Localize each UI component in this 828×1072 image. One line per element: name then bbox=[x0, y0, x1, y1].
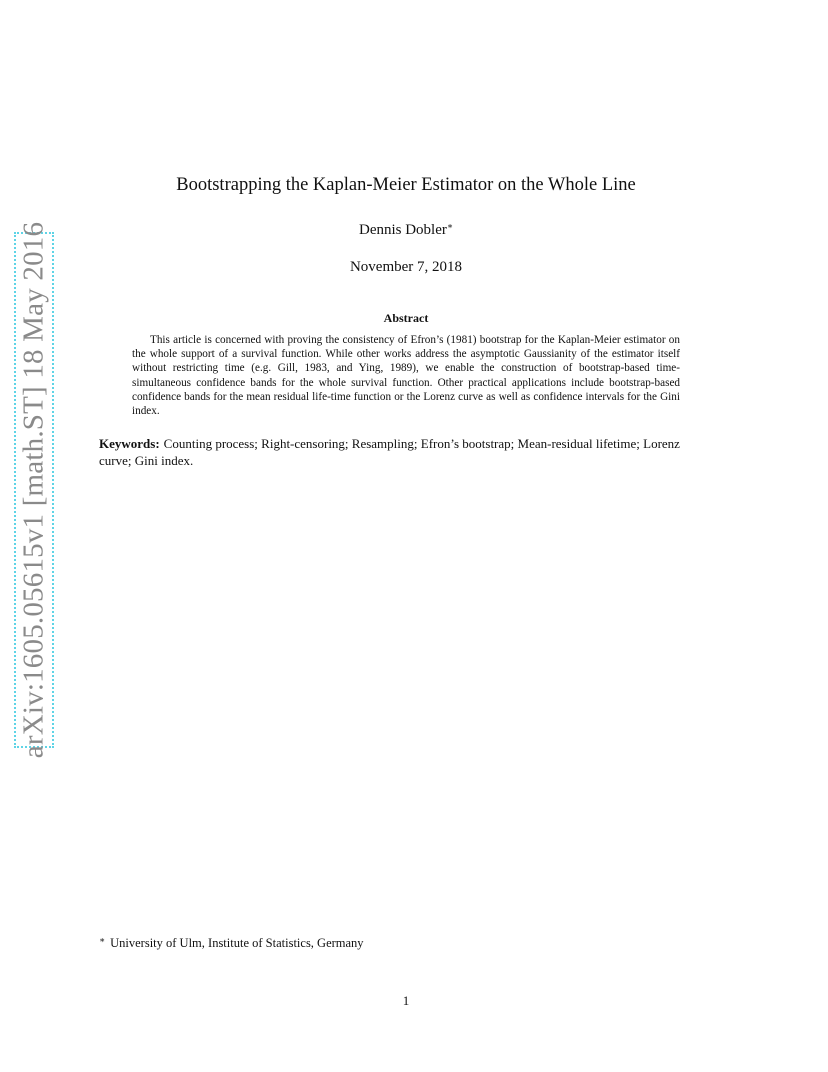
keywords-paragraph bbox=[99, 436, 715, 469]
author-name: Dennis Dobler bbox=[358, 222, 447, 238]
arxiv-identifier: arXiv:1605.05615v1 [math.ST] 18 May 2016 bbox=[17, 221, 50, 759]
arxiv-stamp bbox=[14, 221, 54, 759]
author-footnote-mark: ∗ bbox=[446, 221, 454, 231]
page-number: 1 bbox=[402, 993, 410, 1008]
paper-title: Bootstrapping the Kaplan-Meier Estimator on the Whole Line bbox=[176, 175, 636, 195]
paper-date: November 7, 2018 bbox=[349, 259, 463, 275]
abstract-text: This article is concerned with proving the consistency of Efron’s (1981) bootstrap for the Kaplan-Meier estimator on the whole support of a survival function. While other works address the asymptotic Gaussianity of the estimator itself without restricting time (e.g. Gill, 1983, and Ying, 1989), we enable the construction of bootstrap-based time-simultaneous confidence bands for the whole survival function. Other practical applications include bootstrap-based confidence bands for the mean residual life-time function or the Lorenz curve as well as confidence intervals for the Gini index. bbox=[132, 334, 680, 418]
footnote bbox=[99, 935, 364, 951]
keywords-label: Keywords: bbox=[99, 436, 160, 451]
abstract-heading: Abstract bbox=[383, 311, 429, 325]
footnote-text: University of Ulm, Institute of Statistics, Germany bbox=[110, 936, 364, 950]
keywords-text: Counting process; Right-censoring; Resampling; Efron’s bootstrap; Mean-residual lifetime; Lorenz curve; Gini index. bbox=[99, 436, 680, 468]
footnote-mark: ∗ bbox=[99, 935, 106, 945]
author-line bbox=[0, 221, 812, 239]
